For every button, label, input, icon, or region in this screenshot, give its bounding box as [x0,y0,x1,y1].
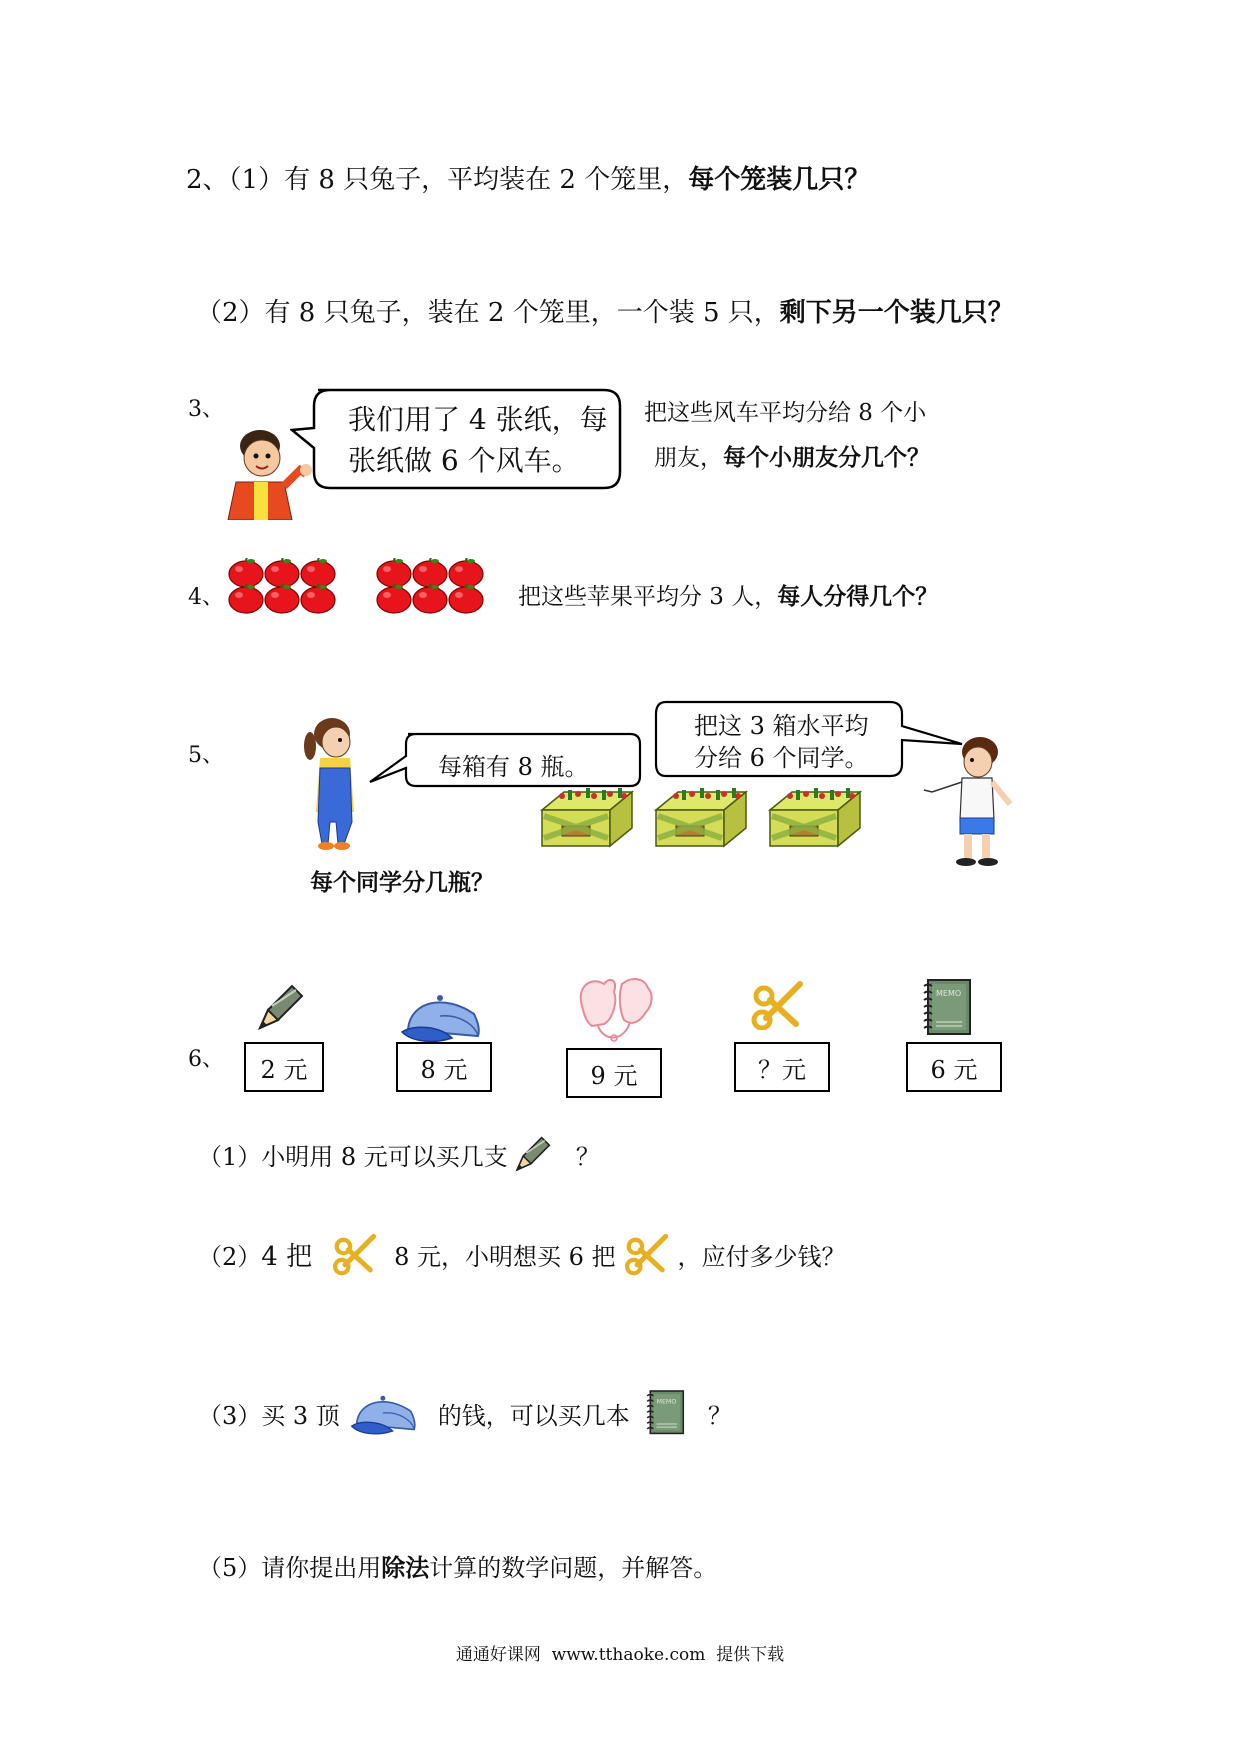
memo-notebook-icon [644,1389,688,1437]
price-box-notebook: 6 元 [906,1042,1002,1092]
q4-text-main: 把这些苹果平均分 3 人， [518,584,778,610]
price-box-mittens: 9 元 [566,1048,662,1098]
q2-part1-text: 有 8 只兔子，平均装在 2 个笼里， [284,165,689,195]
footer-text: 通通好课网 www.tthaoke.com 提供下载 [455,1645,785,1665]
q5-boy-bubble-line2: 分给 6 个同学。 [694,744,869,773]
q3-text-line1: 把这些风车平均分给 8 个小 [644,400,927,426]
q6-sub1-end: ？ [575,1142,600,1171]
q2-part2-question: 剩下另一个装几只？ [779,298,1014,328]
q6-sub2-text-b: 8 元，小明想买 6 把 [394,1242,616,1271]
q6-sub2 [198,1232,846,1276]
memo-notebook-icon [920,978,976,1038]
q5-girl-bubble-text: 每箱有 8 瓶。 [438,753,589,781]
q2-part1-label: （1） [228,165,285,195]
q6-sub3-end: ？ [707,1401,732,1430]
q2-part2 [196,298,1014,329]
q5-boy-bubble-line1: 把这 3 箱水平均 [694,712,869,740]
q6-number: 6、 [188,1047,224,1072]
q6-sub1-label: （1） [198,1142,262,1171]
q6-sub2-label: （2） [198,1242,262,1271]
q6-sub5-text-a: 请你提出用 [261,1554,382,1582]
scissors-icon [622,1232,674,1276]
apples-illustration [228,558,488,616]
q3-text [644,392,930,480]
cap-icon [400,986,490,1046]
apple-group-left [229,558,335,613]
q3-bubble-line2: 张纸做 6 个风车。 [348,443,580,477]
apple-group-right [377,558,483,613]
q3-bubble-line1: 我们用了 4 张纸，每 [348,403,608,436]
q3-question: 每个小朋友分几个？ [723,443,930,471]
pencil-icon [256,984,308,1036]
scissors-icon [330,1232,382,1276]
q5-number: 5、 [188,743,224,768]
q5-question: 每个同学分几瓶？ [310,869,494,896]
pencil-icon [514,1136,554,1176]
q6-sub5-text-b: 计算的数学问题，并解答。 [429,1554,718,1582]
q4-number: 4、 [188,585,224,610]
q6-sub3-text-b: 的钱，可以买几本 [437,1401,630,1430]
q6-sub3-label: （3） [198,1401,262,1430]
q3-number: 3、 [188,397,224,422]
water-crates-illustration [538,784,868,850]
q6-sub5 [198,1548,717,1583]
price-box-cap: 8 元 [396,1042,492,1092]
q3-bubble-text [348,400,608,481]
q2-part2-text: 有 8 只兔子，装在 2 个笼里，一个装 5 只， [264,298,780,328]
q2-number: 2、 [186,165,229,195]
q3-text-line2a: 朋友， [654,444,723,471]
price-box-pencil: 2 元 [244,1042,324,1092]
q2-part1-question: 每个笼装几只？ [688,165,871,195]
scissors-icon [748,980,810,1030]
q6-sub5-label: （5） [198,1554,262,1582]
price-box-scissors: ？元 [734,1042,830,1092]
q6-sub1 [198,1136,600,1172]
q2-part2-label: （2） [196,298,265,328]
q6-sub3 [198,1388,732,1438]
mittens-icon [574,972,660,1048]
cap-icon [350,1388,424,1438]
q5-boy-bubble-text [694,710,869,775]
q4-text [518,578,938,611]
q6-sub2-text-c: ，应付多少钱？ [677,1242,846,1271]
girl-illustration [298,712,368,852]
q6-sub5-bold: 除法 [381,1553,430,1582]
q2-part1 [186,165,870,196]
q4-question: 每人分得几个？ [777,583,939,610]
boy2-illustration [922,730,1014,868]
q6-sub2-text-a: 4 把 [261,1241,313,1272]
q6-sub1-text: 小明用 8 元可以买几支 [261,1142,508,1171]
q6-sub3-text-a: 买 3 顶 [261,1401,340,1430]
